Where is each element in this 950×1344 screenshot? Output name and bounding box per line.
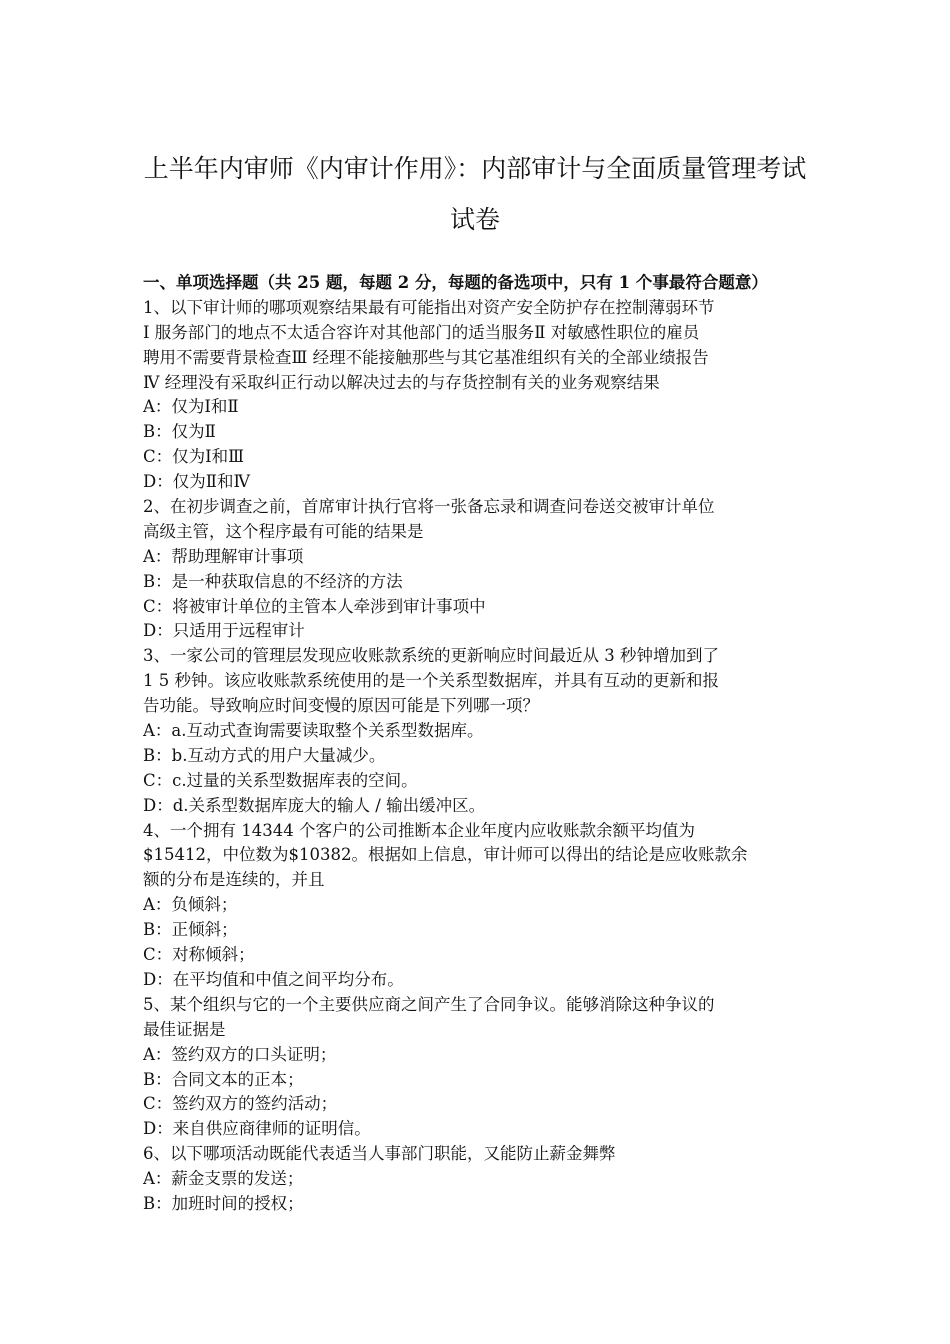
question-stem-line: 1、以下审计师的哪项观察结果最有可能指出对资产安全防护存在控制薄弱环节	[143, 297, 715, 317]
question-stem-line: 4、一个拥有 14344 个客户的公司推断本企业年度内应收账款余额平均值为	[143, 820, 695, 840]
answer-option: C：对称倾斜；	[143, 945, 255, 965]
answer-option: C：签约双方的签约活动；	[143, 1094, 338, 1114]
answer-option: D：仅为Ⅱ和Ⅳ	[143, 472, 250, 492]
document-title-line-1: 上半年内审师《内审计作用》：内部审计与全面质量管理考试	[143, 154, 807, 183]
answer-option: A：签约双方的口头证明；	[143, 1044, 337, 1064]
question-stem-line: 告功能。导致响应时间变慢的原因可能是下列哪一项？	[143, 696, 539, 716]
question-stem-line: Ⅰ 服务部门的地点不太适合容许对其他部门的适当服务Ⅱ 对敏感性职位的雇员	[143, 322, 700, 342]
answer-option: A：薪金支票的发送；	[143, 1169, 304, 1189]
answer-option: B：b.互动方式的用户大量减少。	[143, 745, 386, 765]
answer-option: B：正倾斜；	[143, 920, 238, 940]
section-heading: 一、单项选择题（共 25 题，每题 2 分，每题的备选项中，只有 1 个事最符合题意）	[143, 273, 768, 292]
answer-option: D：来自供应商律师的证明信。	[143, 1119, 371, 1139]
document-title-line-2: 试卷	[449, 205, 500, 234]
question-stem-line: 1 5 秒钟。该应收账款系统使用的是一个关系型数据库，并具有互动的更新和报	[143, 671, 719, 691]
question-stem-line: 2、在初步调查之前，首席审计执行官将一张备忘录和调查问卷送交被审计单位	[143, 497, 715, 517]
document-body	[143, 271, 809, 1217]
question-stem-line: 聘用不需要背景检查Ⅲ 经理不能接触那些与其它基准组织有关的全部业绩报告	[143, 347, 709, 367]
answer-option: C：将被审计单位的主管本人牵涉到审计事项中	[143, 596, 486, 616]
answer-option: B：是一种获取信息的不经济的方法	[143, 571, 403, 591]
answer-option: D：在平均值和中值之间平均分布。	[143, 969, 404, 989]
question-stem-line: 高级主管，这个程序最有可能的结果是	[143, 521, 424, 541]
answer-option: C：c.过量的关系型数据库表的空间。	[143, 770, 418, 790]
answer-option: A：负倾斜；	[143, 895, 238, 915]
answer-option: D：d.关系型数据库庞大的输人 / 输出缓冲区。	[143, 795, 486, 815]
answer-option: B：加班时间的授权；	[143, 1193, 304, 1213]
question-stem-line: 5、某个组织与它的一个主要供应商之间产生了合同争议。能够消除这种争议的	[143, 994, 715, 1014]
question-stem-line: 3、一家公司的管理层发现应收账款系统的更新响应时间最近从 3 秒钟增加到了	[143, 646, 719, 666]
answer-option: C：仅为Ⅰ和Ⅲ	[143, 447, 245, 467]
answer-option: B：仅为Ⅱ	[143, 422, 216, 442]
question-stem-line: $15412，中位数为$10382。根据如上信息，审计师可以得出的结论是应收账款余	[143, 845, 748, 865]
answer-option: B：合同文本的正本；	[143, 1069, 304, 1089]
question-stem-line: 6、以下哪项活动既能代表适当人事部门职能，又能防止薪金舞弊	[143, 1144, 616, 1164]
answer-option: A：a.互动式查询需要读取整个关系型数据库。	[143, 721, 484, 741]
answer-option: A：帮助理解审计事项	[143, 546, 304, 566]
question-stem-line: 额的分布是连续的，并且	[143, 870, 325, 890]
answer-option: A：仅为Ⅰ和Ⅱ	[143, 397, 239, 417]
question-stem-line: 最佳证据是	[143, 1019, 226, 1039]
answer-option: D：只适用于远程审计	[143, 621, 305, 641]
question-stem-line: Ⅳ 经理没有采取纠正行动以解决过去的与存货控制有关的业务观察结果	[143, 372, 660, 392]
